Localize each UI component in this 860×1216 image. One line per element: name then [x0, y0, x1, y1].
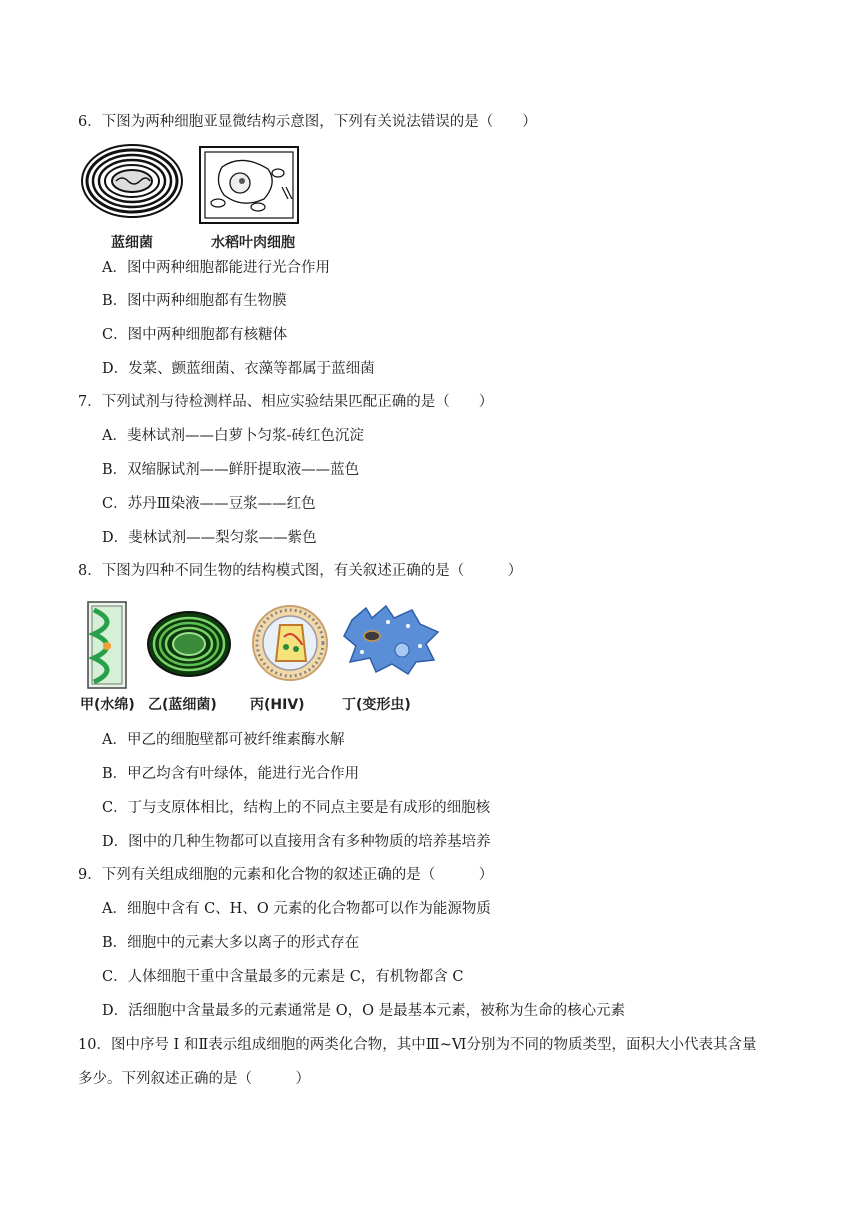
q8-caption-jia: 甲(水绵): [80, 697, 135, 713]
q9-option-c: C．人体细胞干重中含量最多的元素是 C，有机物都含 C: [102, 969, 464, 985]
q8-caption-bing: 丙(HIV): [250, 697, 305, 713]
q6-caption-right: 水稻叶肉细胞: [211, 235, 295, 251]
cyanobacterium-image: [80, 143, 184, 223]
hiv-image: [250, 603, 330, 687]
q8-caption-ding: 丁(变形虫): [342, 697, 411, 713]
q8-option-c: C．丁与支原体相比，结构上的不同点主要是有成形的细胞核: [102, 800, 491, 816]
cyanobacterium-green-image: [146, 610, 232, 682]
spirogyra-image: [86, 600, 128, 694]
q6-stem: 6．下图为两种细胞亚显微结构示意图，下列有关说法错误的是（ ）: [78, 114, 537, 130]
rice-leaf-cell-image: [198, 145, 300, 229]
q9-option-d: D．活细胞中含量最多的元素通常是 O，O 是最基本元素，被称为生命的核心元素: [102, 1003, 626, 1019]
q6-option-a: A．图中两种细胞都能进行光合作用: [102, 260, 330, 276]
q7-option-b: B．双缩脲试剂——鲜肝提取液——蓝色: [102, 462, 360, 478]
q10-stem-line1: 10．图中序号 I 和Ⅱ表示组成细胞的两类化合物，其中Ⅲ~Ⅵ分别为不同的物质类型，面积大小代表其含量: [78, 1037, 757, 1053]
q6-option-b: B．图中两种细胞都有生物膜: [102, 293, 287, 309]
q7-stem: 7．下列试剂与待检测样品、相应实验结果匹配正确的是（ ）: [78, 394, 494, 410]
q8-caption-yi: 乙(蓝细菌): [148, 697, 217, 713]
amoeba-image: [342, 602, 442, 680]
q9-option-a: A．细胞中含有 C、H、O 元素的化合物都可以作为能源物质: [102, 901, 491, 917]
q8-option-b: B．甲乙均含有叶绿体，能进行光合作用: [102, 766, 360, 782]
q9-option-b: B．细胞中的元素大多以离子的形式存在: [102, 935, 360, 951]
q8-option-d: D．图中的几种生物都可以直接用含有多种物质的培养基培养: [102, 834, 491, 850]
q6-option-d: D．发菜、颤蓝细菌、衣藻等都属于蓝细菌: [102, 361, 375, 377]
q7-option-a: A．斐林试剂——白萝卜匀浆-砖红色沉淀: [102, 428, 364, 444]
q8-option-a: A．甲乙的细胞壁都可被纤维素酶水解: [102, 732, 345, 748]
q8-stem: 8．下图为四种不同生物的结构模式图，有关叙述正确的是（ ）: [78, 563, 523, 579]
q7-option-c: C．苏丹Ⅲ染液——豆浆——红色: [102, 496, 316, 512]
q6-caption-left: 蓝细菌: [111, 235, 153, 251]
q10-stem-line2: 多少。下列叙述正确的是（ ）: [78, 1071, 310, 1087]
q9-stem: 9．下列有关组成细胞的元素和化合物的叙述正确的是（ ）: [78, 867, 494, 883]
q7-option-d: D．斐林试剂——梨匀浆——紫色: [102, 530, 317, 546]
q6-option-c: C．图中两种细胞都有核糖体: [102, 327, 288, 343]
